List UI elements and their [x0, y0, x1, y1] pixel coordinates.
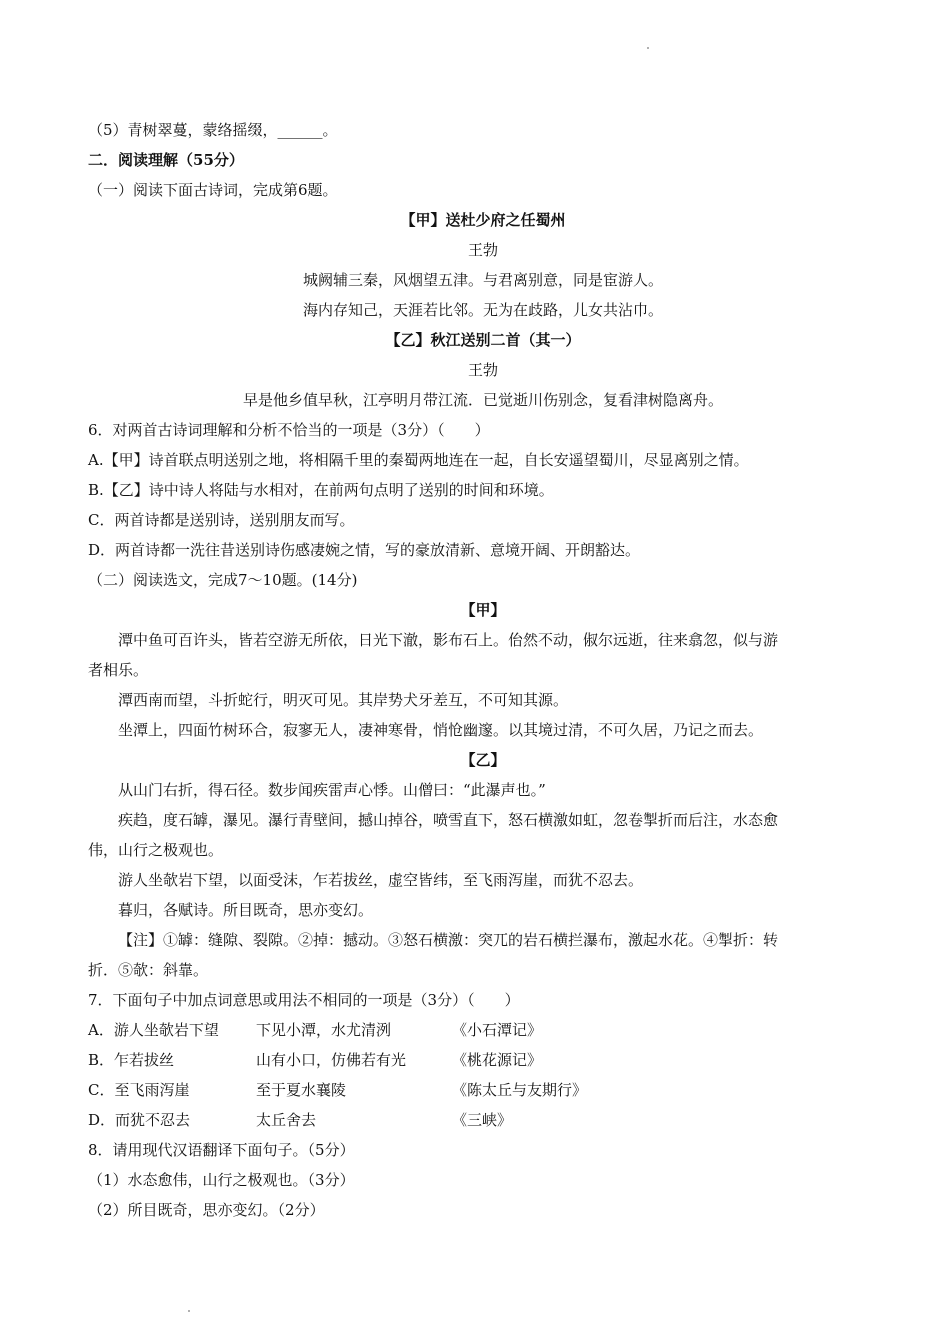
question-7-option-c-source: 《陈太丘与友期行》 — [452, 1081, 588, 1099]
poem-a-line-1: 城阙辅三秦，风烟望五津。与君离别意，同是宦游人。 — [302, 271, 663, 289]
poem-a-author: 王勃 — [467, 241, 498, 259]
passage-b-paragraph-2-line-1: 疾趋，度石罅，瀑见。瀑行青壁间，撼山掉谷，喷雪直下，怒石横激如虹，忽卷掣折而后注，水态愈 — [118, 811, 779, 829]
passage-b-note-line-2: 折．⑤欹：斜靠。 — [88, 961, 209, 979]
question-7-option-d-compare: 太丘舍去 — [256, 1111, 317, 1129]
section-2-heading: 二．阅读理解（55分） — [88, 151, 244, 169]
question-6-option-b: B.【乙】诗中诗人将陆与水相对，在前两句点明了送别的时间和环境。 — [88, 481, 554, 499]
scan-speck — [188, 1310, 190, 1312]
question-6-stem: 6．对两首古诗词理解和分析不恰当的一项是（3分）（ ） — [88, 421, 490, 439]
passage-b-paragraph-1: 从山门右折，得石径。数步闻疾雷声心悸。山僧曰：“此瀑声也。” — [118, 781, 546, 799]
passage-b-note-line-1: 【注】①罅：缝隙、裂隙。②掉：撼动。③怒石横激：突兀的岩石横拦瀑布，激起水花。④掣折：转 — [118, 931, 779, 949]
question-7-option-b-source: 《桃花源记》 — [452, 1051, 543, 1069]
passage-a-paragraph-1-line-2: 者相乐。 — [88, 661, 149, 679]
passage-b-paragraph-4: 暮归，各赋诗。所目既奇，思亦变幻。 — [118, 901, 374, 919]
question-7-option-a-source: 《小石潭记》 — [452, 1021, 543, 1039]
question-7-option-a-compare: 下见小潭，水尤清洌 — [256, 1021, 392, 1039]
question-7-option-b-compare: 山有小口，仿佛若有光 — [256, 1051, 407, 1069]
question-7-option-d-source: 《三峡》 — [452, 1111, 513, 1129]
question-7-stem: 7．下面句子中加点词意思或用法不相同的一项是（3分）（ ） — [88, 991, 520, 1009]
passage-a-paragraph-1-line-1: 潭中鱼可百许头，皆若空游无所依，日光下澈，影布石上。佁然不动，俶尔远逝，往来翕忽，似与游 — [118, 631, 779, 649]
question-5-line: （5）青树翠蔓，蒙络摇缀，______。 — [88, 121, 338, 139]
scan-speck — [647, 47, 649, 49]
poem-a-title: 【甲】送杜少府之任蜀州 — [400, 211, 566, 229]
question-6-option-a: A.【甲】诗首联点明送别之地，将相隔千里的秦蜀两地连在一起，自长安遥望蜀川，尽显离别之情。 — [88, 451, 749, 469]
question-6-option-d: D．两首诗都一洗往昔送别诗伤感凄婉之情，写的豪放清新、意境开阔、开朗豁达。 — [88, 541, 641, 559]
question-7-option-c-compare: 至于夏水襄陵 — [256, 1081, 347, 1099]
passage-a-paragraph-3: 坐潭上，四面竹树环合，寂寥无人，凄神寒骨，悄怆幽邃。以其境过清，不可久居，乃记之而去。 — [118, 721, 764, 739]
passage-a-paragraph-2: 潭西南而望，斗折蛇行，明灭可见。其岸势犬牙差互，不可知其源。 — [118, 691, 569, 709]
poem-a-line-2: 海内存知己，天涯若比邻。无为在歧路，儿女共沾巾。 — [302, 301, 663, 319]
passage-b-title: 【乙】 — [460, 751, 506, 769]
question-7-option-a-sentence: A．游人坐欹岩下望 — [88, 1021, 219, 1039]
poem-b-author: 王勃 — [467, 361, 498, 379]
passage-a-title: 【甲】 — [460, 601, 506, 619]
question-7-option-b-sentence: B．乍若拔丝 — [88, 1051, 175, 1069]
part-1-intro: （一）阅读下面古诗词，完成第6题。 — [88, 181, 338, 199]
passage-b-paragraph-3: 游人坐欹岩下望，以面受沫，乍若拔丝，虚空皆纬，至飞雨泻崖，而犹不忍去。 — [118, 871, 644, 889]
poem-b-line-1: 早是他乡值早秋，江亭明月带江流．已觉逝川伤别念，复看津树隐离舟。 — [242, 391, 723, 409]
question-8-item-2: （2）所目既奇，思亦变幻。（2分） — [88, 1201, 325, 1219]
passage-b-paragraph-2-line-2: 伟，山行之极观也。 — [88, 841, 224, 859]
question-8-stem: 8．请用现代汉语翻译下面句子。（5分） — [88, 1141, 355, 1159]
part-2-intro: （二）阅读选文，完成7～10题。(14分) — [88, 571, 358, 589]
question-7-option-c-sentence: C．至飞雨泻崖 — [88, 1081, 190, 1099]
question-6-option-c: C．两首诗都是送别诗，送别朋友而写。 — [88, 511, 355, 529]
question-8-item-1: （1）水态愈伟，山行之极观也。（3分） — [88, 1171, 355, 1189]
question-7-option-d-sentence: D．而犹不忍去 — [88, 1111, 191, 1129]
poem-b-title: 【乙】秋江送别二首（其一） — [385, 331, 581, 349]
